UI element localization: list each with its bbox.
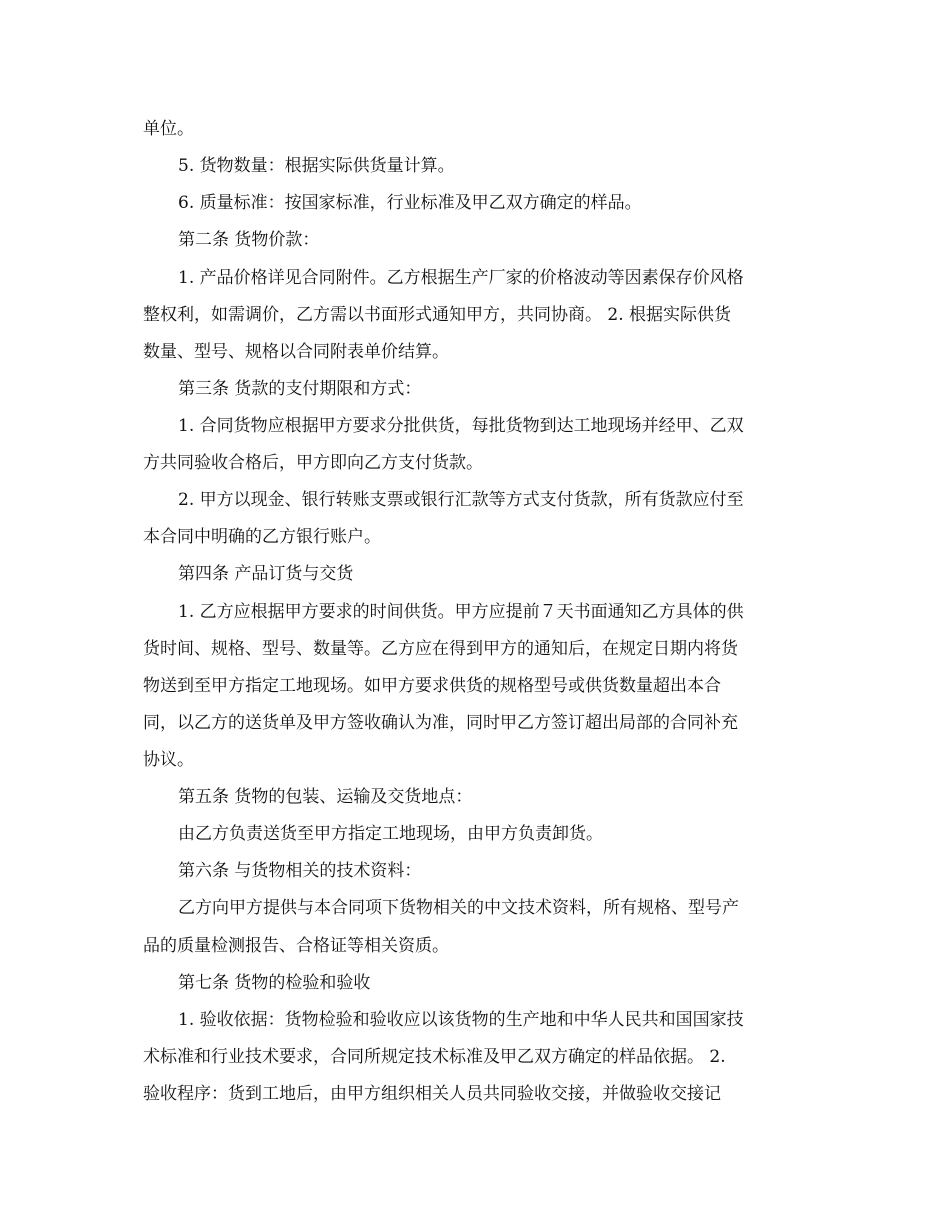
text-line: 方共同验收合格后，甲方即向乙方支付货款。 <box>143 453 483 473</box>
section-heading: 第三条 货款的支付期限和方式： <box>178 379 422 399</box>
text-line: 2. 甲方以现金、银行转账支票或银行汇款等方式支付货款，所有货款应付至 <box>178 490 744 510</box>
text-line: 1. 产品价格详见合同附件。乙方根据生产厂家的价格波动等因素保存价风格 <box>178 268 744 288</box>
text-line: 6. 质量标准：按国家标准，行业标准及甲乙双方确定的样品。 <box>178 193 642 213</box>
section-heading: 第四条 产品订货与交货 <box>178 564 354 584</box>
text-line: 由乙方负责送货至甲方指定工地现场，由甲方负责卸货。 <box>178 824 603 844</box>
text-line: 乙方向甲方提供与本合同项下货物相关的中文技术资料，所有规格、型号产 <box>178 898 739 918</box>
text-line: 术标准和行业技术要求，合同所规定技术标准及甲乙双方确定的样品依据。 2. <box>143 1047 726 1067</box>
text-line: 数量、型号、规格以合同附表单价结算。 <box>143 342 449 362</box>
section-heading: 第二条 货物价款： <box>178 230 320 250</box>
text-line: 货时间、规格、型号、数量等。乙方应在得到甲方的通知后，在规定日期内将货 <box>143 639 738 659</box>
text-line: 同，以乙方的送货单及甲方签收确认为准，同时甲乙方签订超出局部的合同补充 <box>143 713 738 733</box>
text-line: 协议。 <box>143 750 194 770</box>
section-heading: 第五条 货物的包装、运输及交货地点： <box>178 787 473 807</box>
text-line: 1. 乙方应根据甲方要求的时间供货。甲方应提前７天书面通知乙方具体的供 <box>178 602 744 622</box>
section-heading: 第七条 货物的检验和验收 <box>178 973 371 993</box>
text-line: 品的质量检测报告、合格证等相关资质。 <box>143 936 449 956</box>
text-line: 整权利，如需调价，乙方需以书面形式通知甲方，共同协商。 2. 根据实际供货 <box>143 305 732 325</box>
text-line: 1. 验收依据：货物检验和验收应以该货物的生产地和中华人民共和国国家技 <box>178 1010 744 1030</box>
section-heading: 第六条 与货物相关的技术资料： <box>178 861 422 881</box>
text-line: 验收程序：货到工地后，由甲方组织相关人员共同验收交接，并做验收交接记 <box>143 1084 721 1104</box>
text-line: 物送到至甲方指定工地现场。如甲方要求供货的规格型号或供货数量超出本合 <box>143 676 721 696</box>
text-line: 5. 货物数量：根据实际供货量计算。 <box>178 156 455 176</box>
text-line: 1. 合同货物应根据甲方要求分批供货，每批货物到达工地现场并经甲、乙双 <box>178 416 744 436</box>
text-line: 单位。 <box>143 119 194 139</box>
text-line: 本合同中明确的乙方银行账户。 <box>143 527 381 547</box>
